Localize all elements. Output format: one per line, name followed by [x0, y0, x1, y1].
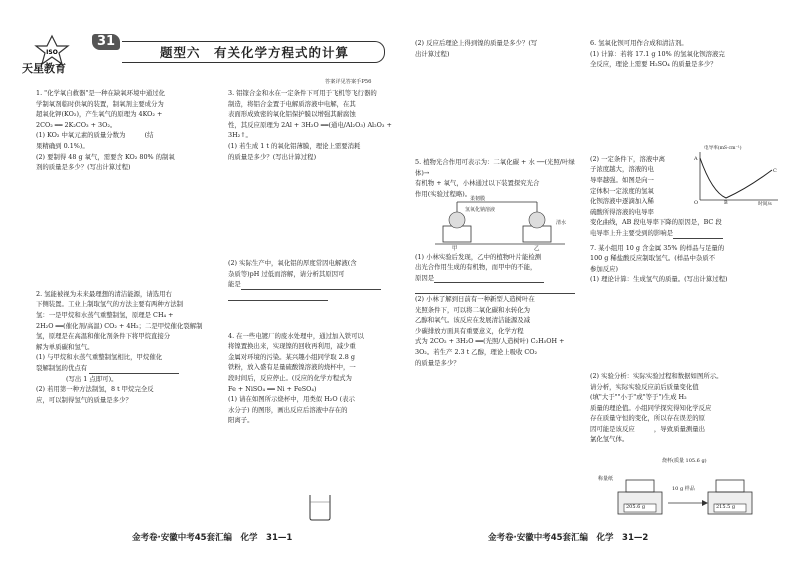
q4-line: Fe + NiSO₄ ══ Ni + FeSO₄)	[228, 384, 317, 393]
q5-line: 出光合作用生成的有机物，而甲中的不能，	[415, 263, 537, 272]
answer-blank[interactable]	[241, 281, 381, 290]
q6-line: 电导率上升主要受到的影响是	[590, 228, 674, 237]
q3-line: 性，其反应原理为 2Al + 3H₂O ══(通电/Al₂O₃) Al₂O₃ + 3H₂↑。	[228, 120, 392, 140]
balance-scales-figure	[612, 476, 762, 520]
q7-line: 7. 某小组用 10 g 含金属 35% 的样品与足量的	[590, 243, 725, 252]
q5-line: (2) 小林了解到日前有一种新型人造树叶在	[415, 294, 535, 303]
point-c-label: C	[773, 168, 777, 174]
q3-line: 制造，将铝合金置于电解质溶液中电解，在其	[228, 99, 356, 108]
q3-line: 的质量是多少？(写出计算过程)	[228, 152, 317, 161]
question-5	[415, 157, 585, 368]
q3-line: (2) 实际生产中，氧化铝的厚度常因电解液(含	[228, 259, 357, 268]
q4-line: 将镍置换出来，实现镍的回收再利用，减少重	[228, 342, 356, 351]
q3-line: 杂质等)pH 过低而溶解，请分析其原因可	[228, 269, 345, 278]
q5-line: 光照条件下，可以将二氧化碳和水转化为	[415, 305, 531, 314]
q7-line: (1) 理论计算：生成氢气的质量。(写出计算过程)	[590, 275, 728, 284]
brand-name: 天星教育	[22, 62, 66, 75]
q7-line: 请分析，实际实验反应前后质量变化值	[590, 382, 699, 391]
column-2	[228, 88, 403, 426]
question-1	[36, 88, 216, 173]
question-3	[228, 88, 403, 301]
fig-label-jia: 甲	[452, 246, 458, 252]
answer-blank[interactable]	[673, 230, 723, 239]
q2-line: 氢：一是甲烷和水蒸气重整制氢，原理是 CH₄ +	[36, 310, 174, 319]
photosynthesis-apparatus-figure	[435, 192, 575, 252]
q3-line: 表面形成致密的氧化铝保护膜以增强其耐腐蚀	[228, 110, 356, 119]
q3-line: 3. 铝镓合金和水在一定条件下可用于飞机等飞行器的	[228, 89, 377, 97]
q4-line: 金属对环境的污染。某兴趣小组同学取 2.8 g	[228, 352, 355, 361]
graph-y-label: 电导率(mS·cm⁻¹)	[704, 146, 742, 151]
scale-reading-2: 215.5 g	[716, 504, 736, 510]
column-4	[590, 38, 780, 445]
q6-line: 化钡溶液中逐滴加入稀	[590, 197, 654, 206]
q6-line: 全反应，理论上需要 H₂SO₄ 的质量是多少？	[590, 60, 717, 69]
q5-line: 的质量是多少？	[415, 358, 460, 367]
q2-line: 下侧装置。工业上制取氢气的方法主要有两种方法制	[36, 300, 183, 309]
q7-line: (2) 实验分析：实际实验过程和数据如图所示。	[590, 371, 723, 380]
q3-line: 能是	[228, 280, 241, 289]
q6-line: 子浓度越大，溶液的电	[590, 165, 654, 174]
q7-line: 存在质量守恒的变化，所以存在误差的原	[590, 414, 706, 423]
q4-line: 阳离子。	[228, 416, 254, 425]
q7-line: 氯化氢气体。	[590, 435, 629, 444]
answer-blank[interactable]	[415, 285, 575, 294]
q3-line: (1) 若生成 1 t 的氧化铝薄膜，理论上需要消耗	[228, 141, 361, 150]
q7-line: 质量的理论值。小组同学探究得知化学反应	[590, 403, 712, 412]
q2-line: 应，可以制得氢气的质量是多少？	[36, 395, 132, 404]
point-o-label: O	[694, 200, 699, 206]
q4-line: 段时间后，反应停止。(反应的化学方程式为	[228, 373, 352, 382]
beaker-icon	[305, 492, 335, 522]
q4b-line: 出计算过程)	[415, 49, 450, 58]
footer-right: 金考卷·安徽中考45套汇编 化学 31—2	[488, 533, 649, 543]
weighing-paper-label: 称量纸	[598, 476, 614, 482]
q5-line: 少碳排放方面具有重要意义，化学方程	[415, 326, 524, 335]
scale-reading-1: 205.6 g	[626, 504, 646, 510]
q6-line: 导率越强。如图是向一	[590, 175, 654, 184]
answer-blank[interactable]	[228, 292, 328, 301]
q2-line: (2) 若用第一种方法制氢，8 t 甲烷完全反	[36, 385, 154, 394]
q6-line: (2) 一定条件下，溶液中离	[590, 154, 665, 163]
q2-line: (写出 1 点即可)。	[66, 374, 118, 383]
svg-text:ISO: ISO	[46, 49, 58, 56]
point-b-label: B	[724, 200, 728, 206]
q4b-line: (2) 反应后理论上得到镍的质量是多少？(写	[415, 39, 538, 47]
q7-line: 参加反应)	[590, 264, 619, 273]
fig-label-water: 清水	[556, 220, 567, 226]
q7-line: 100 g 稀盐酸反应制取氢气。(样品中杂质不	[590, 254, 716, 263]
q5-line: 有机物 + 氧气，小林通过以下装置探究光合	[415, 179, 540, 188]
q1-line: 剂的质量是多少？(写出计算过程)	[36, 163, 131, 172]
q5-line: 原因是	[415, 273, 435, 282]
graph-x-label: 时间/s	[758, 202, 772, 207]
beaker-mass-label: 烧杯(质量 105.6 g)	[662, 458, 707, 464]
q4-line: (1) 请在如图所示烧杯中，用类似 H₂O (表示	[228, 395, 355, 404]
q2-line: 氢，原理是在高温和催化剂条件下将甲烷直接分	[36, 332, 171, 341]
answer-blank[interactable]	[89, 365, 179, 374]
fig-label-naoh: 氢氧化钠溶液	[465, 207, 496, 213]
q5-line: (1) 小林实验后发现，乙中的植物叶片能检测	[415, 252, 542, 261]
q1-line: (2) 要制得 48 g 氧气，需要含 KO₂ 80% 的制氧	[36, 152, 175, 161]
column-1	[36, 88, 216, 405]
answer-reference: 答案详见答案手P56	[325, 79, 372, 85]
q5-line: 式为 2CO₂ + 3H₂O ══(光照/人造树叶) C₂H₅OH +	[415, 337, 565, 346]
question-2	[36, 289, 216, 406]
q1-line: 学制氧剂临时供氧的装置，制氧剂主要成分为	[36, 99, 164, 108]
question-7	[590, 243, 780, 446]
fig-label-membrane: 柔韧膜	[470, 196, 486, 202]
conductivity-graph	[690, 148, 780, 210]
point-a-label: A	[694, 156, 698, 162]
q4-line: 铁粉，放入盛有足量硫酸镍溶液的烧杯中，一	[228, 363, 356, 372]
q6-line: (1) 计算：若将 17.1 g 10% 的氢氧化钡溶液完	[590, 49, 725, 58]
q1-line: 2CO₂ ══ 2K₂CO₃ + 3O₂。	[36, 120, 117, 129]
q6-line: 6. 氢氧化钡可用作合成和清洁剂。	[590, 39, 688, 47]
fig-label-yi: 乙	[534, 246, 540, 252]
q1-line: 1. "化学氧自救器"是一种在缺氧环境中通过化	[36, 89, 166, 97]
q7-line: (填"大于""小于"或"等于")生成 H₂	[590, 393, 687, 402]
q6-line: 硫酸所得溶液的电导率	[590, 207, 654, 216]
q5-line: 3O₂。若生产 2.3 t 乙醇，理论上吸收 CO₂	[415, 347, 538, 356]
sample-mass-label: 10 g 样品	[672, 486, 695, 492]
unit-number-badge: 31	[92, 34, 120, 50]
q7-line: 因可能是该反应 ，导致质量测量出	[590, 424, 706, 433]
question-4	[228, 331, 403, 426]
q6-line: 定体积一定浓度的氢氧	[590, 186, 654, 195]
q5-line: 5. 植物光合作用可表示为：二氧化碳 + 水 ──(光照/叶绿体)→	[415, 158, 575, 177]
q2-line: 裂解制氢的优点有	[36, 363, 88, 372]
page-title: 题型六 有关化学方程式的计算	[160, 45, 350, 60]
q1-line: 果精确到 0.1%)。	[36, 141, 89, 150]
q6-line: 变化曲线，AB 段电导率下降的原因是，BC 段	[590, 218, 722, 227]
q5-line: 作用(实验过程略)。	[415, 189, 472, 198]
q2-line: 解为单质碳和氢气。	[36, 342, 94, 351]
question-4-part-2	[415, 38, 585, 59]
q4-line: 4. 在一些电镀厂的废水处理中，通过加入铁可以	[228, 331, 364, 340]
q2-line: (1) 与甲烷和水蒸气重整制氢相比，甲烷催化	[36, 353, 163, 362]
q1-line: 超氧化钾(KO₂)，产生氧气的原理为 4KO₂ +	[36, 110, 163, 119]
q2-line: 2. 氢能被视为未来最理想的清洁能源，请选用右	[36, 289, 172, 298]
q4-line: 水分子) 的图形，画出反应后溶液中存在的	[228, 405, 348, 414]
q1-line: (1) KO₂ 中氧元素的质量分数为 (结	[36, 131, 154, 140]
answer-blank[interactable]	[434, 274, 544, 283]
q5-line: 乙醇和氧气。该反应在发展清洁能源及减	[415, 316, 531, 325]
footer-left: 金考卷·安徽中考45套汇编 化学 31—1	[132, 533, 293, 543]
q2-line: 2H₂O ══(催化剂/高温) CO₂ + 4H₂；二是甲烷催化裂解制	[36, 321, 203, 330]
